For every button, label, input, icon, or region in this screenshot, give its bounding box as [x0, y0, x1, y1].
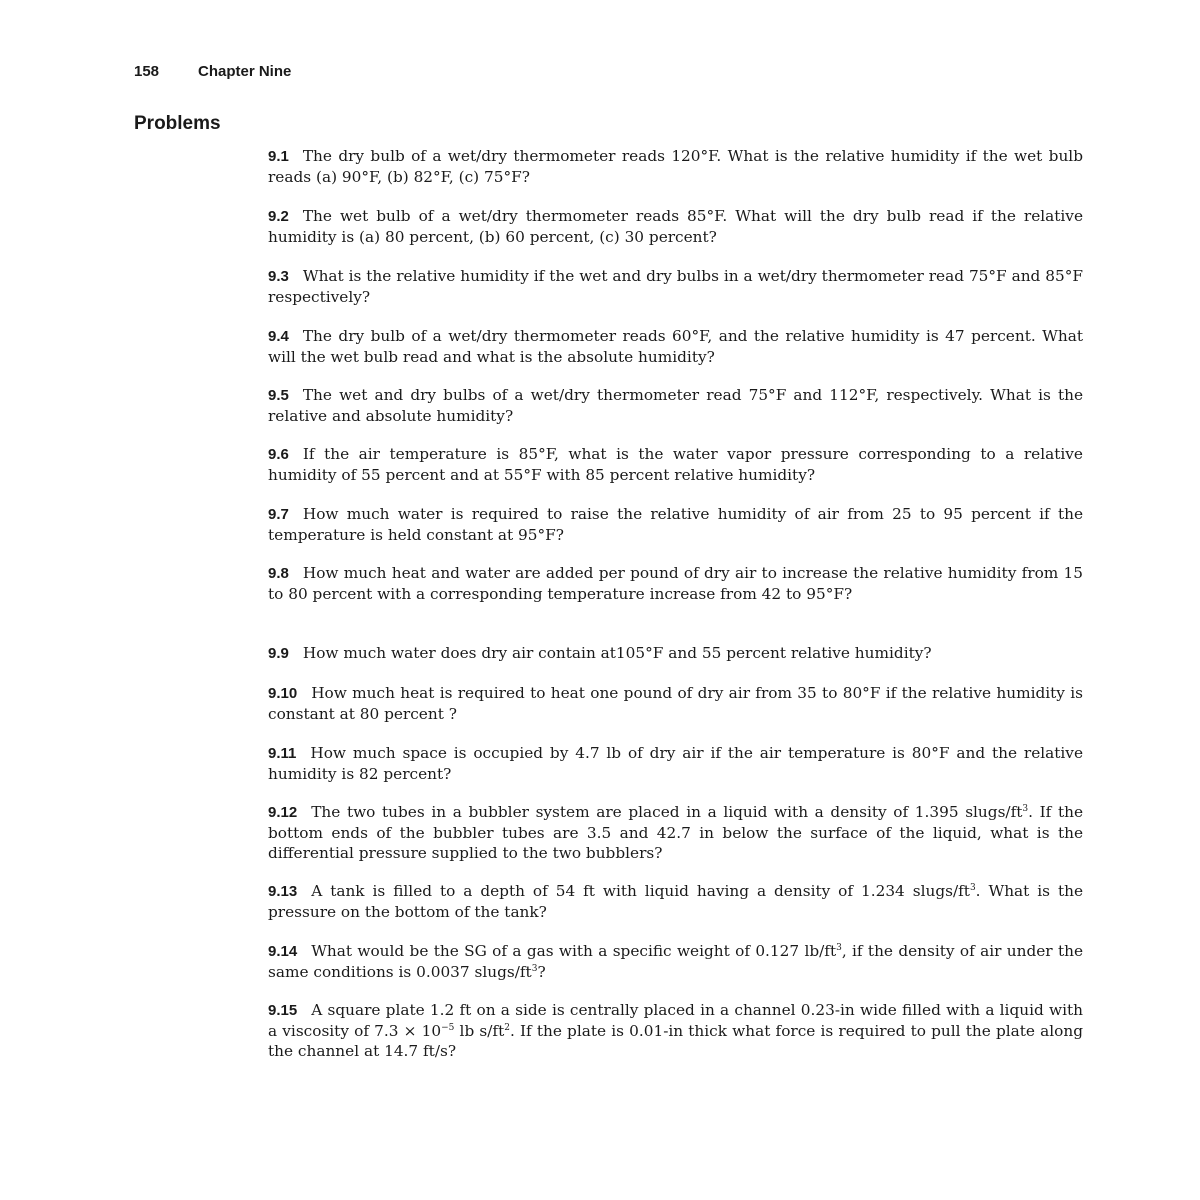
problem-text: The wet and dry bulbs of a wet/dry thermometer read 75°F and 112°F, respectively. What is the relative and absolute humidity?	[268, 386, 1083, 425]
problem-text: A square plate 1.2 ft on a side is centrally placed in a channel 0.23-in wide filled with a liquid with a viscosity of 7.3 × 10	[268, 1001, 1083, 1040]
problem-number: 9.8	[268, 565, 289, 582]
problem-number: 9.15	[268, 1002, 298, 1019]
problem-number: 9.4	[268, 328, 289, 345]
problem-number: 9.5	[268, 387, 289, 404]
problem-text: The dry bulb of a wet/dry thermometer reads 120°F. What is the relative humidity if the wet bulb reads (a) 90°F, (b) 82°F, (c) 75°F?	[268, 147, 1083, 186]
problem-9-3	[268, 266, 1083, 307]
problem-number: 9.11	[268, 745, 297, 762]
problem-text: . If the plate is 0.01-in thick what force is required to pull the plate along the channel at 14.7 ft/s?	[268, 1022, 1083, 1060]
problem-text: What is the relative humidity if the wet and dry bulbs in a wet/dry thermometer read 75°F and 85°F respectively?	[268, 267, 1083, 306]
problem-9-14	[268, 941, 1083, 982]
problem-9-15	[268, 1000, 1083, 1061]
running-header	[134, 63, 291, 80]
problem-text: lb s/ft	[454, 1022, 505, 1040]
problem-text: A tank is filled to a depth of 54 ft with liquid having a density of 1.234 slugs/ft	[311, 882, 970, 900]
problem-number: 9.1	[268, 148, 289, 165]
problem-9-11	[268, 743, 1083, 784]
problem-9-10	[268, 683, 1083, 724]
problem-9-9	[268, 643, 1083, 664]
problem-text: . If the bottom ends of the bubbler tubes are 3.5 and 42.7 in below the surface of the liquid, what is the differential pressure supplied to the two bubblers?	[268, 803, 1083, 862]
problem-text: How much heat is required to heat one pound of dry air from 35 to 80°F if the relative humidity is constant at 80 percent ?	[268, 684, 1083, 723]
problem-9-6	[268, 444, 1083, 485]
exponent: 3	[836, 942, 842, 953]
problem-text: How much heat and water are added per pound of dry air to increase the relative humidity from 15 to 80 percent with a corresponding temperature increase from 42 to 95°F?	[268, 564, 1083, 603]
section-title: Problems	[134, 113, 221, 134]
problem-text: . What is the pressure on the bottom of the tank?	[268, 882, 1083, 921]
exponent: 3	[531, 963, 538, 974]
problem-text: How much space is occupied by 4.7 lb of dry air if the air temperature is 80°F and the relative humidity is 82 percent?	[268, 744, 1083, 783]
problem-text: The wet bulb of a wet/dry thermometer reads 85°F. What will the dry bulb read if the relative humidity is (a) 80 percent, (b) 60 percent, (c) 30 percent?	[268, 207, 1083, 246]
problem-9-1	[268, 146, 1083, 187]
problem-number: 9.6	[268, 446, 289, 463]
problem-text: The two tubes in a bubbler system are placed in a liquid with a density of 1.395 slugs/ft	[311, 803, 1023, 821]
problem-number: 9.12	[268, 804, 298, 821]
exponent: 3	[1022, 803, 1029, 814]
problem-9-4	[268, 326, 1083, 367]
problem-text: If the air temperature is 85°F, what is the water vapor pressure corresponding to a relative humidity of 55 percent and at 55°F with 85 percent relative humidity?	[268, 445, 1083, 484]
problem-9-13	[268, 881, 1083, 922]
problem-number: 9.7	[268, 506, 289, 523]
page-number: 158	[134, 63, 160, 80]
problem-9-12	[268, 802, 1083, 863]
problem-number: 9.2	[268, 208, 289, 225]
problem-text: How much water is required to raise the relative humidity of air from 25 to 95 percent if the temperature is held constant at 95°F?	[268, 505, 1083, 544]
problem-text: , if the density of air under the same conditions is 0.0037 slugs/ft	[268, 942, 1083, 981]
problem-number: 9.9	[268, 645, 289, 662]
problem-text: How much water does dry air contain at105°F and 55 percent relative humidity?	[302, 644, 932, 662]
problem-text: The dry bulb of a wet/dry thermometer reads 60°F, and the relative humidity is 47 percent. What will the wet bulb read and what is the absolute humidity?	[268, 327, 1083, 366]
exponent: 2	[504, 1022, 510, 1033]
problem-number: 9.13	[268, 883, 298, 900]
problem-9-8	[268, 563, 1083, 604]
problem-9-7	[268, 504, 1083, 545]
problem-number: 9.14	[268, 943, 298, 960]
chapter-title: Chapter Nine	[198, 63, 292, 80]
problem-number: 9.10	[268, 685, 298, 702]
problem-9-2	[268, 206, 1083, 247]
exponent: 3	[969, 882, 976, 893]
problem-text: ?	[537, 963, 546, 981]
problem-number: 9.3	[268, 268, 289, 285]
exponent: −5	[441, 1022, 455, 1033]
problem-text: What would be the SG of a gas with a specific weight of 0.127 lb/ft	[311, 942, 837, 960]
problem-9-5	[268, 385, 1083, 426]
